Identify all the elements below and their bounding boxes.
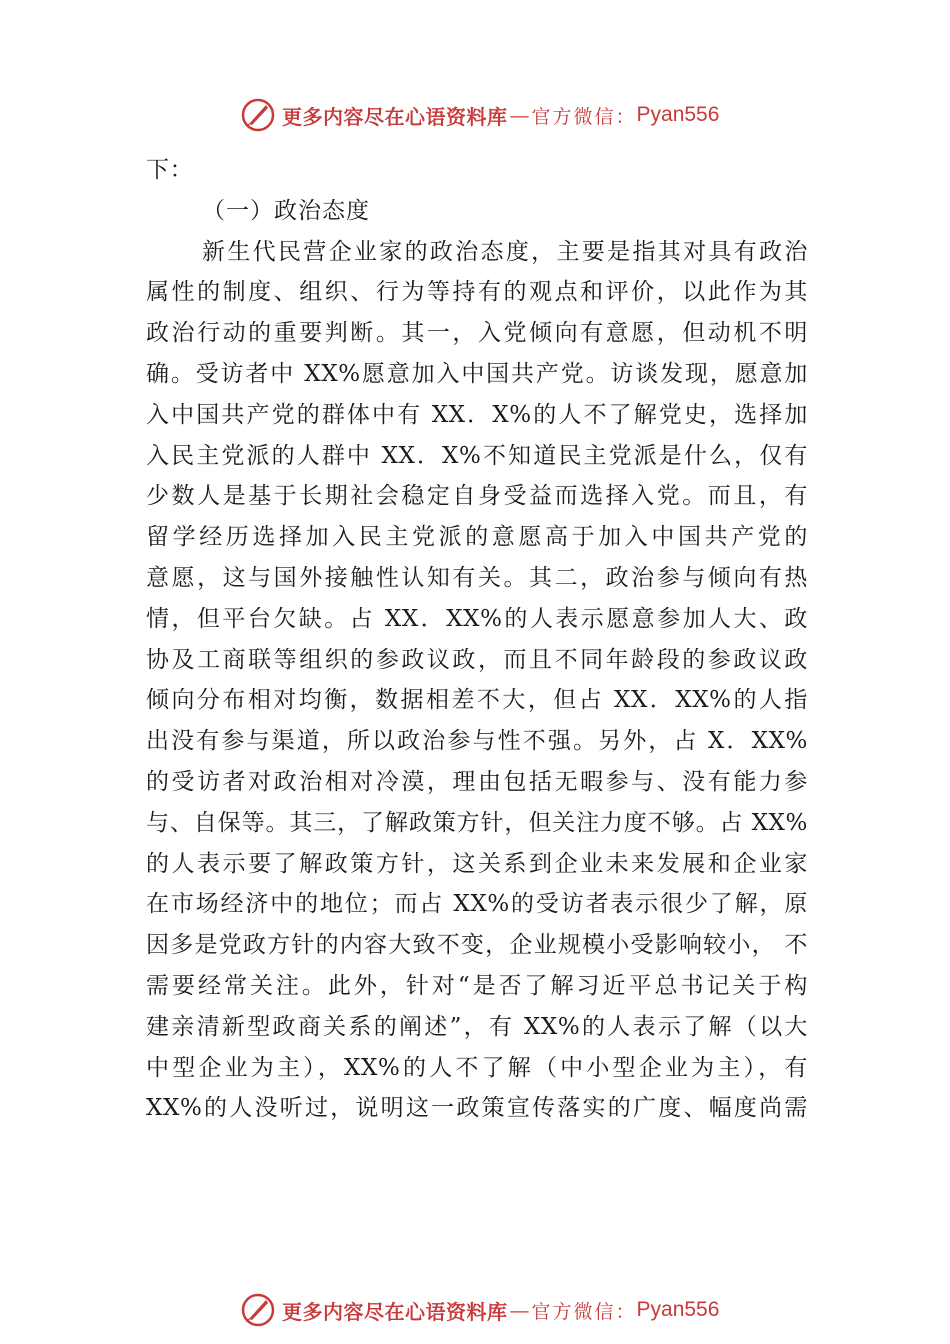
banner-wechat-id: Pyan556: [636, 1298, 720, 1321]
text-line: 因多是党政方针的内容大致不变，企业规模小受影响较小， 不: [146, 932, 808, 959]
text-line: XX%的人没听过，说明这一政策宣传落实的广度、幅度尚需: [146, 1095, 808, 1122]
document-body: [146, 150, 808, 1129]
banner-dash: —: [509, 103, 530, 127]
banner-wechat-label: 官方微信：: [531, 1300, 637, 1323]
banner-wechat-id: Pyan556: [636, 103, 720, 126]
text-line: 与、自保等。其三，了解政策方针，但关注力度不够。占 XX%: [146, 809, 808, 836]
text-line: 出没有参与渠道，所以政治参与性不强。另外，占 X．XX%: [146, 728, 808, 755]
text-line: 在市场经济中的地位；而占 XX%的受访者表示很少了解，原: [146, 891, 808, 918]
text-line: 需要经常关注。此外，针对“是否了解习近平总书记关于构: [146, 972, 808, 999]
text-line: 少数人是基于长期社会稳定自身受益而选择入党。而且，有: [146, 483, 808, 510]
text-line: 的人表示要了解政策方针，这关系到企业未来发展和企业家: [146, 850, 808, 877]
quill-logo-icon: [240, 97, 276, 133]
text-line: 意愿，这与国外接触性认知有关。其二，政治参与倾向有热: [146, 564, 808, 591]
text-line: 属性的制度、组织、行为等持有的观点和评价，以此作为其: [146, 279, 808, 306]
footer-banner: [240, 1290, 719, 1330]
banner-main-text: 更多内容尽在心语资料库: [282, 1299, 508, 1324]
text-line: 协及工商联等组织的参政议政，而且不同年龄段的参政议政: [146, 646, 808, 673]
text-line: 入中国共产党的群体中有 XX．X%的人不了解党史，选择加: [146, 401, 808, 428]
text-line: 建亲清新型政商关系的阐述”，有 XX%的人表示了解（以大: [146, 1013, 808, 1040]
text-line: 留学经历选择加入民主党派的意愿高于加入中国共产党的: [146, 524, 808, 551]
text-line: 倾向分布相对均衡，数据相差不大，但占 XX．XX%的人指: [146, 687, 808, 714]
section-heading: （一）政治态度: [202, 197, 370, 224]
banner-dash: —: [509, 1298, 530, 1322]
text-line: 政治行动的重要判断。其一，入党倾向有意愿，但动机不明: [146, 320, 808, 347]
header-banner: [240, 95, 719, 135]
text-line: 中型企业为主），XX%的人不了解（中小型企业为主），有: [146, 1054, 808, 1081]
banner-main-text: 更多内容尽在心语资料库: [282, 104, 508, 129]
text-line: 的受访者对政治相对冷漠，理由包括无暇参与、没有能力参: [146, 768, 808, 795]
text-line: 入民主党派的人群中 XX．X%不知道民主党派是什么，仅有: [146, 442, 808, 469]
text-line: 确。受访者中 XX%愿意加入中国共产党。访谈发现，愿意加: [146, 360, 808, 387]
paragraph-first-line: 新生代民营企业家的政治态度，主要是指其对具有政治: [202, 238, 808, 265]
text-line: 下：: [146, 157, 194, 183]
banner-wechat-label: 官方微信：: [531, 105, 637, 128]
text-line: 情，但平台欠缺。占 XX．XX%的人表示愿意参加人大、政: [146, 605, 808, 632]
quill-logo-icon: [240, 1292, 276, 1328]
